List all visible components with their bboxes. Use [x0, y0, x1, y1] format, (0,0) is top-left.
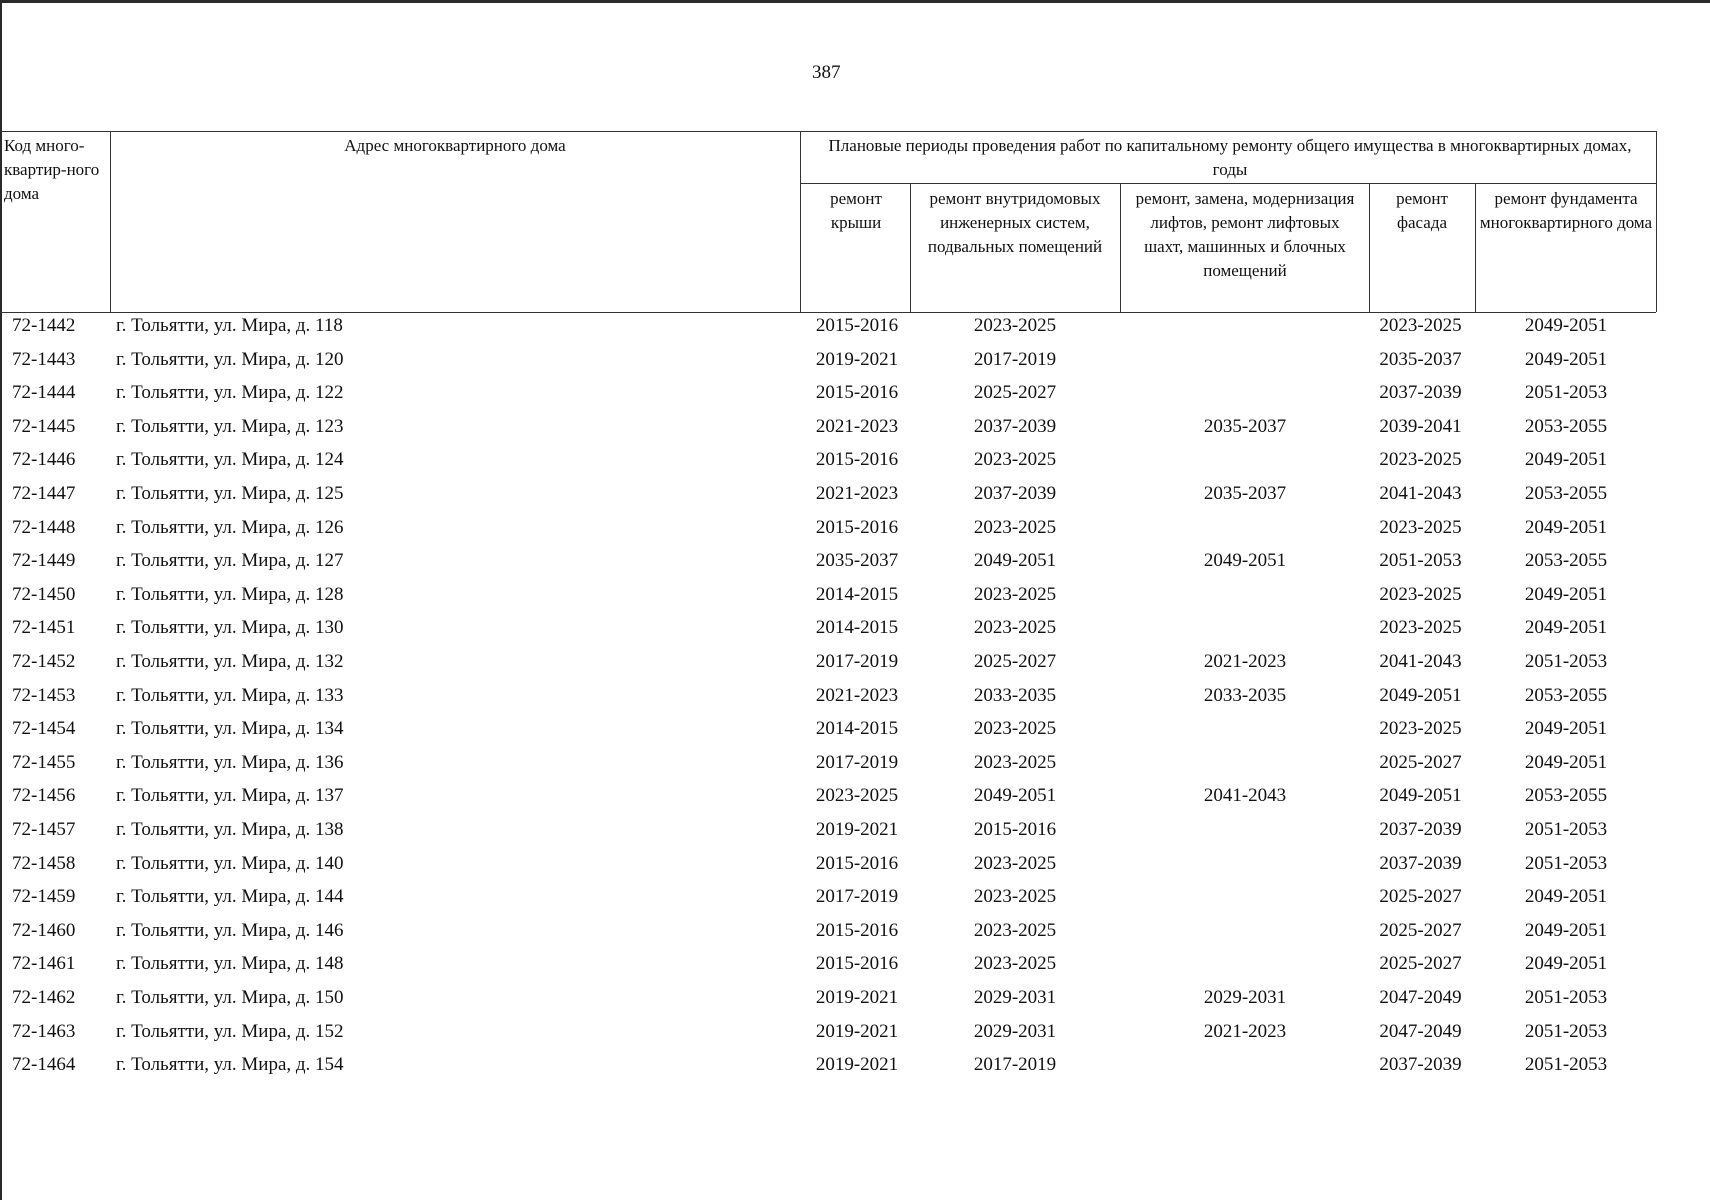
elevator-period-cell: 2029-2031	[1203, 987, 1287, 1008]
foundation-period-cell: 2053-2055	[1524, 684, 1608, 706]
elevator-period-cell: 2033-2035	[1203, 684, 1287, 706]
table-row	[0, 914, 1710, 948]
roof-period-cell: 2017-2019	[815, 886, 899, 908]
house-code-cell: 72-1451	[12, 617, 76, 639]
facade-period-cell: 2025-2027	[1379, 953, 1462, 975]
facade-period-cell: 2025-2027	[1379, 886, 1462, 908]
house-code-cell: 72-1443	[12, 348, 76, 370]
engineering-period-cell: 2023-2025	[973, 449, 1057, 471]
roof-period-cell: 2017-2019	[815, 651, 899, 672]
col-divider-address-periods	[800, 131, 801, 312]
house-code-cell: 72-1461	[12, 953, 76, 975]
engineering-period-cell: 2017-2019	[973, 1054, 1057, 1076]
address-cell: г. Тольятти, ул. Мира, д. 126	[116, 516, 344, 538]
foundation-period-cell: 2049-2051	[1524, 516, 1608, 538]
table-row	[0, 880, 1710, 914]
house-code-cell: 72-1463	[12, 1020, 76, 1042]
roof-period-cell: 2021-2023	[815, 684, 899, 706]
address-cell: г. Тольятти, ул. Мира, д. 122	[116, 382, 344, 404]
roof-period-cell: 2019-2021	[815, 348, 899, 370]
engineering-period-cell: 2023-2025	[973, 919, 1057, 941]
house-code-cell: 72-1459	[12, 886, 76, 908]
foundation-period-cell: 2049-2051	[1524, 583, 1608, 605]
header-engineering: ремонт внутридомовых инженерных систем, подвальных помещений	[927, 189, 1103, 256]
house-code-cell: 72-1450	[12, 583, 76, 605]
header-facade: ремонт фасада	[1396, 189, 1448, 232]
address-cell: г. Тольятти, ул. Мира, д. 132	[116, 651, 344, 672]
facade-period-cell: 2023-2025	[1379, 617, 1462, 639]
house-code-cell: 72-1444	[12, 382, 76, 404]
house-code-cell: 72-1462	[12, 987, 76, 1008]
elevator-period-cell: 2021-2023	[1203, 651, 1287, 672]
address-cell: г. Тольятти, ул. Мира, д. 130	[116, 617, 344, 639]
table-row	[0, 813, 1710, 847]
engineering-period-cell: 2029-2031	[973, 987, 1057, 1008]
foundation-period-cell: 2051-2053	[1524, 1054, 1608, 1076]
facade-period-cell: 2037-2039	[1379, 819, 1462, 840]
engineering-period-cell: 2015-2016	[973, 819, 1057, 840]
house-code-cell: 72-1453	[12, 684, 76, 706]
house-code-cell: 72-1458	[12, 852, 76, 874]
engineering-period-cell: 2023-2025	[973, 617, 1057, 639]
engineering-period-cell: 2037-2039	[973, 415, 1057, 437]
table-row	[0, 443, 1710, 477]
foundation-period-cell: 2049-2051	[1524, 953, 1608, 975]
foundation-period-cell: 2053-2055	[1524, 483, 1608, 504]
address-cell: г. Тольятти, ул. Мира, д. 134	[116, 718, 344, 740]
elevator-period-cell: 2035-2037	[1203, 415, 1287, 437]
address-cell: г. Тольятти, ул. Мира, д. 150	[116, 987, 344, 1008]
facade-period-cell: 2025-2027	[1379, 919, 1462, 941]
header-periods-group: Плановые периоды проведения работ по капитальному ремонту общего имущества в многоквартирных домах, годы	[828, 136, 1632, 179]
col-divider-engineering-elevators	[1120, 183, 1121, 312]
col-divider-code-address	[110, 131, 111, 312]
facade-period-cell: 2041-2043	[1379, 651, 1462, 672]
foundation-period-cell: 2051-2053	[1524, 852, 1608, 874]
table-row	[0, 947, 1710, 981]
roof-period-cell: 2015-2016	[815, 516, 899, 538]
house-code-cell: 72-1446	[12, 449, 76, 471]
address-cell: г. Тольятти, ул. Мира, д. 127	[116, 550, 344, 572]
house-code-cell: 72-1454	[12, 718, 76, 740]
engineering-period-cell: 2023-2025	[973, 953, 1057, 975]
table-row	[0, 679, 1710, 713]
address-cell: г. Тольятти, ул. Мира, д. 148	[116, 953, 344, 975]
engineering-period-cell: 2049-2051	[973, 550, 1057, 572]
engineering-period-cell: 2023-2025	[973, 583, 1057, 605]
house-code-cell: 72-1449	[12, 550, 76, 572]
facade-period-cell: 2035-2037	[1379, 348, 1462, 370]
roof-period-cell: 2015-2016	[815, 315, 899, 336]
header-foundation: ремонт фундамента многоквартирного дома	[1479, 189, 1653, 232]
house-code-cell: 72-1448	[12, 516, 76, 538]
address-cell: г. Тольятти, ул. Мира, д. 128	[116, 583, 344, 605]
table-right-border	[1656, 131, 1657, 312]
facade-period-cell: 2047-2049	[1379, 987, 1462, 1008]
roof-period-cell: 2019-2021	[815, 1054, 899, 1076]
elevator-period-cell: 2035-2037	[1203, 483, 1287, 504]
house-code-cell: 72-1447	[12, 483, 76, 504]
facade-period-cell: 2037-2039	[1379, 852, 1462, 874]
foundation-period-cell: 2051-2053	[1524, 1020, 1608, 1042]
roof-period-cell: 2035-2037	[815, 550, 899, 572]
table-row	[0, 544, 1710, 578]
table-row	[0, 1015, 1710, 1049]
facade-period-cell: 2037-2039	[1379, 382, 1462, 404]
engineering-period-cell: 2023-2025	[973, 315, 1057, 336]
house-code-cell: 72-1445	[12, 415, 76, 437]
table-row	[0, 511, 1710, 545]
roof-period-cell: 2019-2021	[815, 819, 899, 840]
roof-period-cell: 2014-2015	[815, 583, 899, 605]
address-cell: г. Тольятти, ул. Мира, д. 137	[116, 785, 344, 807]
table-row	[0, 779, 1710, 813]
elevator-period-cell: 2041-2043	[1203, 785, 1287, 807]
page-top-border	[0, 0, 1710, 3]
roof-period-cell: 2021-2023	[815, 483, 899, 504]
header-address: Адрес многоквартирного дома	[344, 136, 566, 155]
col-divider-facade-foundation	[1475, 183, 1476, 312]
engineering-period-cell: 2037-2039	[973, 483, 1057, 504]
header-code: Код много-квартир-ного дома	[4, 136, 100, 203]
facade-period-cell: 2049-2051	[1379, 785, 1462, 807]
address-cell: г. Тольятти, ул. Мира, д. 146	[116, 919, 344, 941]
roof-period-cell: 2014-2015	[815, 617, 899, 639]
address-cell: г. Тольятти, ул. Мира, д. 133	[116, 684, 344, 706]
engineering-period-cell: 2049-2051	[973, 785, 1057, 807]
roof-period-cell: 2015-2016	[815, 852, 899, 874]
engineering-period-cell: 2023-2025	[973, 751, 1057, 773]
address-cell: г. Тольятти, ул. Мира, д. 140	[116, 852, 344, 874]
engineering-period-cell: 2025-2027	[973, 382, 1057, 404]
engineering-period-cell: 2023-2025	[973, 516, 1057, 538]
address-cell: г. Тольятти, ул. Мира, д. 123	[116, 415, 344, 437]
facade-period-cell: 2049-2051	[1379, 684, 1462, 706]
house-code-cell: 72-1442	[12, 315, 76, 336]
foundation-period-cell: 2049-2051	[1524, 718, 1608, 740]
facade-period-cell: 2023-2025	[1379, 718, 1462, 740]
table-row	[0, 645, 1710, 679]
address-cell: г. Тольятти, ул. Мира, д. 120	[116, 348, 344, 370]
address-cell: г. Тольятти, ул. Мира, д. 138	[116, 819, 344, 840]
facade-period-cell: 2037-2039	[1379, 1054, 1462, 1076]
roof-period-cell: 2015-2016	[815, 919, 899, 941]
address-cell: г. Тольятти, ул. Мира, д. 154	[116, 1054, 344, 1076]
foundation-period-cell: 2049-2051	[1524, 348, 1608, 370]
foundation-period-cell: 2049-2051	[1524, 449, 1608, 471]
foundation-period-cell: 2049-2051	[1524, 919, 1608, 941]
house-code-cell: 72-1456	[12, 785, 76, 807]
foundation-period-cell: 2053-2055	[1524, 550, 1608, 572]
header-top-line	[0, 131, 1656, 132]
header-elevators: ремонт, замена, модернизация лифтов, ремонт лифтовых шахт, машинных и блочных помещений	[1135, 189, 1355, 280]
facade-period-cell: 2025-2027	[1379, 751, 1462, 773]
engineering-period-cell: 2029-2031	[973, 1020, 1057, 1042]
engineering-period-cell: 2033-2035	[973, 684, 1057, 706]
table-row	[0, 578, 1710, 612]
foundation-period-cell: 2049-2051	[1524, 886, 1608, 908]
col-divider-elevators-facade	[1369, 183, 1370, 312]
roof-period-cell: 2021-2023	[815, 415, 899, 437]
table-row	[0, 847, 1710, 881]
facade-period-cell: 2051-2053	[1379, 550, 1462, 572]
table-row	[0, 376, 1710, 410]
house-code-cell: 72-1455	[12, 751, 76, 773]
facade-period-cell: 2023-2025	[1379, 583, 1462, 605]
facade-period-cell: 2041-2043	[1379, 483, 1462, 504]
roof-period-cell: 2015-2016	[815, 953, 899, 975]
address-cell: г. Тольятти, ул. Мира, д. 144	[116, 886, 344, 908]
table-row	[0, 309, 1710, 343]
roof-period-cell: 2023-2025	[815, 785, 899, 807]
foundation-period-cell: 2049-2051	[1524, 617, 1608, 639]
address-cell: г. Тольятти, ул. Мира, д. 152	[116, 1020, 344, 1042]
table-row	[0, 477, 1710, 511]
roof-period-cell: 2017-2019	[815, 751, 899, 773]
table-row	[0, 343, 1710, 377]
table-row	[0, 712, 1710, 746]
engineering-period-cell: 2023-2025	[973, 886, 1057, 908]
address-cell: г. Тольятти, ул. Мира, д. 118	[116, 315, 343, 336]
foundation-period-cell: 2051-2053	[1524, 651, 1608, 672]
foundation-period-cell: 2049-2051	[1524, 751, 1608, 773]
address-cell: г. Тольятти, ул. Мира, д. 124	[116, 449, 344, 471]
engineering-period-cell: 2023-2025	[973, 852, 1057, 874]
col-divider-roof-engineering	[910, 183, 911, 312]
roof-period-cell: 2014-2015	[815, 718, 899, 740]
foundation-period-cell: 2051-2053	[1524, 987, 1608, 1008]
address-cell: г. Тольятти, ул. Мира, д. 136	[116, 751, 344, 773]
foundation-period-cell: 2051-2053	[1524, 819, 1608, 840]
facade-period-cell: 2023-2025	[1379, 449, 1462, 471]
house-code-cell: 72-1457	[12, 819, 76, 840]
table-row	[0, 1048, 1710, 1082]
foundation-period-cell: 2049-2051	[1524, 315, 1608, 336]
table-row	[0, 611, 1710, 645]
roof-period-cell: 2015-2016	[815, 449, 899, 471]
facade-period-cell: 2047-2049	[1379, 1020, 1462, 1042]
roof-period-cell: 2019-2021	[815, 987, 899, 1008]
foundation-period-cell: 2051-2053	[1524, 382, 1608, 404]
house-code-cell: 72-1464	[12, 1054, 76, 1076]
foundation-period-cell: 2053-2055	[1524, 415, 1608, 437]
table-row	[0, 410, 1710, 444]
header-roof: ремонт крыши	[830, 189, 882, 232]
engineering-period-cell: 2017-2019	[973, 348, 1057, 370]
roof-period-cell: 2015-2016	[815, 382, 899, 404]
page-number: 387	[812, 62, 841, 83]
engineering-period-cell: 2025-2027	[973, 651, 1057, 672]
foundation-period-cell: 2053-2055	[1524, 785, 1608, 807]
table-row	[0, 746, 1710, 780]
facade-period-cell: 2023-2025	[1379, 516, 1462, 538]
engineering-period-cell: 2023-2025	[973, 718, 1057, 740]
address-cell: г. Тольятти, ул. Мира, д. 125	[116, 483, 344, 504]
facade-period-cell: 2023-2025	[1379, 315, 1462, 336]
house-code-cell: 72-1460	[12, 919, 76, 941]
elevator-period-cell: 2049-2051	[1203, 550, 1287, 572]
table-row	[0, 981, 1710, 1015]
roof-period-cell: 2019-2021	[815, 1020, 899, 1042]
elevator-period-cell: 2021-2023	[1203, 1020, 1287, 1042]
facade-period-cell: 2039-2041	[1379, 415, 1462, 437]
group-header-divider	[800, 183, 1656, 184]
house-code-cell: 72-1452	[12, 651, 76, 672]
